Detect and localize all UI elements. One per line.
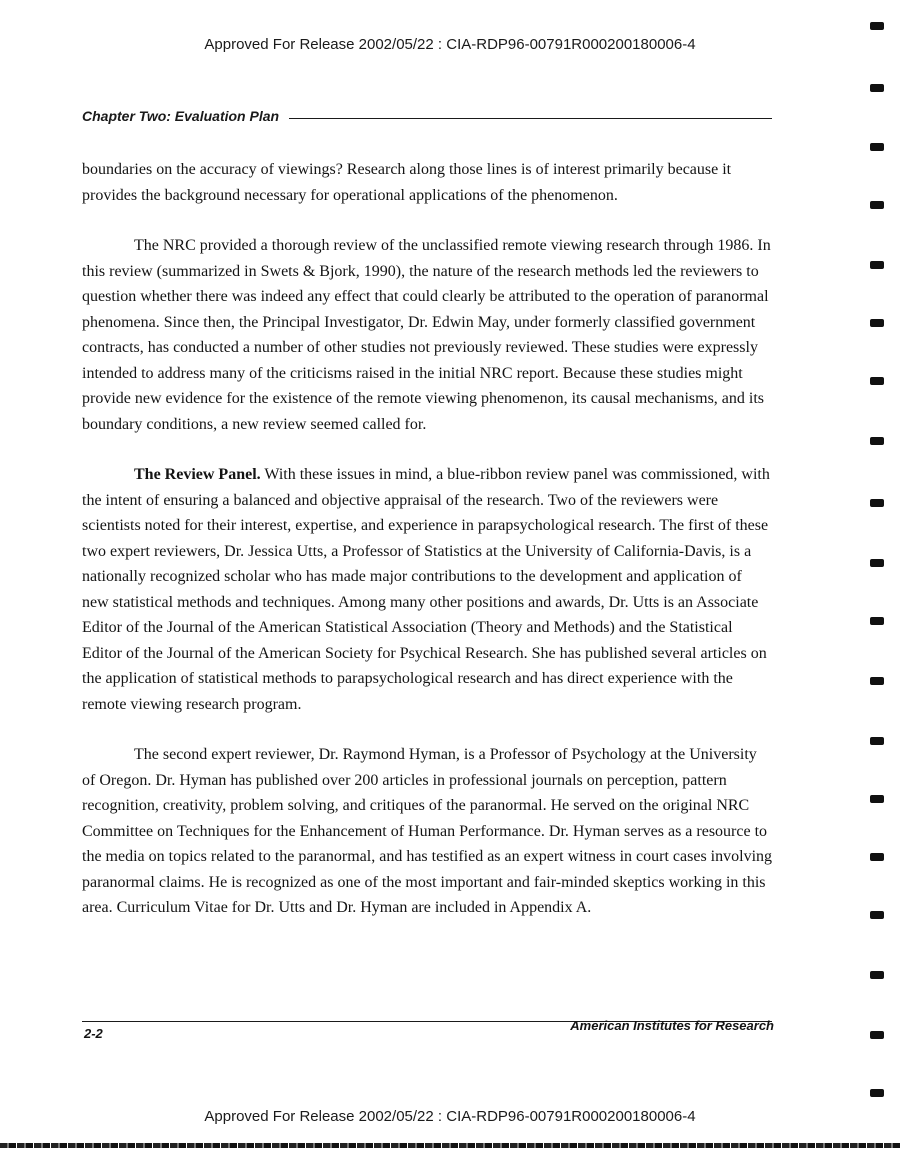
scan-artifact [870, 437, 884, 445]
section-run-in-heading: The Review Panel. [134, 466, 261, 483]
chapter-title: Chapter Two: Evaluation Plan [82, 108, 280, 124]
scan-artifact [870, 559, 884, 567]
paragraph-text: The NRC provided a thorough review of the unclassified remote viewing research through 1986. In this review (summarized in Swets & Bjork, 1990), the nature of the research methods led the reviewers to question whether there was indeed any effect that could clearly be attributed to the operation of paranormal phenomena. Since then, the Principal Investigator, Dr. Edwin May, under formerly classified government contracts, has conducted a number of other studies not previously reviewed. These studies were expressly intended to address many of the criticisms raised in the initial NRC report. Because these studies might provide new evidence for the existence of the remote viewing phenomenon, its causal mechanisms, and its boundary conditions, a new review seemed called for. [82, 237, 771, 433]
scan-artifact [870, 377, 884, 385]
scan-artifact [870, 201, 884, 209]
paragraph-second-reviewer [82, 742, 772, 921]
paragraph-text: With these issues in mind, a blue-ribbon review panel was commissioned, with the intent of ensuring a balanced and objective appraisal of the research. Two of the reviewers were scientists noted for their interest, expertise, and experience in parapsychological research. The first of these two expert reviewers, Dr. Jessica Utts, a Professor of Statistics at the University of California-Davis, is a nationally recognized scholar who has made major contributions to the development and application of new statistical methods and techniques. Among many other positions and awards, Dr. Utts is an Associate Editor of the Journal of the American Statistical Association (Theory and Methods) and the Statistical Editor of the Journal of the American Society for Psychical Research. She has published several articles on the application of statistical methods to parapsychological research and has direct experience with the remote viewing research program. [82, 466, 770, 713]
page-number: 2-2 [84, 1026, 103, 1041]
scan-artifact [870, 143, 884, 151]
scan-artifact [870, 261, 884, 269]
scan-artifact [870, 617, 884, 625]
scan-artifact [870, 84, 884, 92]
release-footer: Approved For Release 2002/05/22 : CIA-RDP96-00791R000200180006-4 [204, 1108, 696, 1125]
organization-name: American Institutes for Research [570, 1018, 774, 1033]
scan-artifact [870, 22, 884, 30]
scan-artifact [870, 971, 884, 979]
release-header: Approved For Release 2002/05/22 : CIA-RDP96-00791R000200180006-4 [204, 36, 696, 53]
paragraph-review-panel [82, 462, 772, 717]
scan-artifact [870, 499, 884, 507]
scan-artifact [870, 737, 884, 745]
scan-artifact [870, 795, 884, 803]
scan-artifact [870, 319, 884, 327]
scan-bottom-strip [0, 1143, 900, 1148]
scan-artifact [870, 1089, 884, 1097]
paragraph-text: The second expert reviewer, Dr. Raymond Hyman, is a Professor of Psychology at the University of Oregon. Dr. Hyman has published over 200 articles in professional journals on perception, pattern recognition, creativity, problem solving, and critiques of the paranormal. He served on the original NRC Committee on Techniques for the Enhancement of Human Performance. Dr. Hyman serves as a resource to the media on topics related to the paranormal, and has testified as an expert witness in court cases involving paranormal claims. He is recognized as one of the most important and fair-minded skeptics working in this area. Curriculum Vitae for Dr. Utts and Dr. Hyman are included in Appendix A. [82, 746, 773, 916]
scan-artifact [870, 1031, 884, 1039]
chapter-heading [82, 106, 772, 126]
chapter-divider [289, 118, 772, 119]
scan-artifact [870, 677, 884, 685]
paragraph-nrc-review [82, 233, 772, 437]
scan-artifact [870, 853, 884, 861]
paragraph-text: boundaries on the accuracy of viewings? Research along those lines is of interest primarily because it provides the background necessary for operational applications of the phenomenon. [82, 161, 732, 204]
scan-artifact [870, 911, 884, 919]
document-body [82, 157, 772, 946]
scan-margin-marks [870, 0, 894, 1140]
paragraph-continuation [82, 157, 772, 208]
